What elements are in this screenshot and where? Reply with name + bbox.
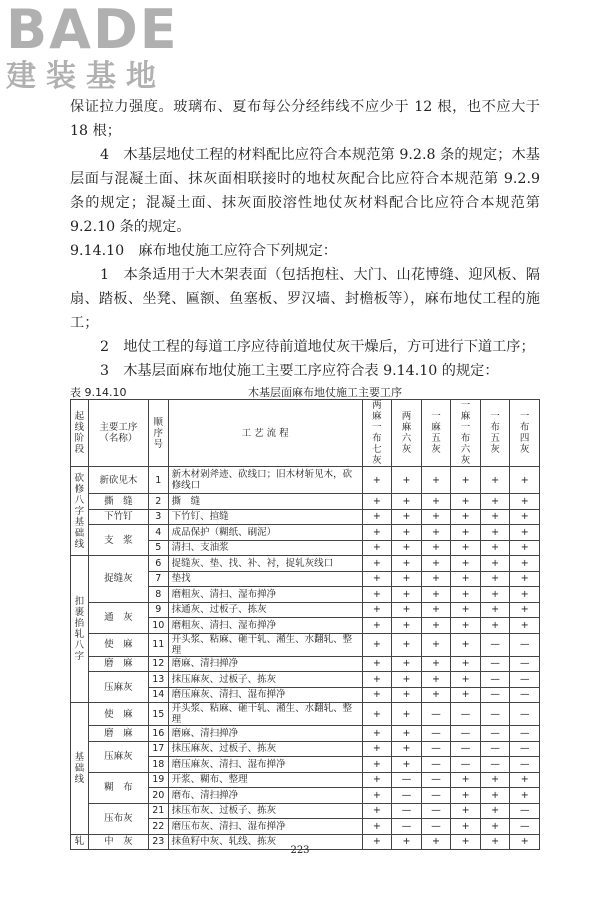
mark-cell: — <box>421 803 451 819</box>
mark-cell: — <box>480 741 510 757</box>
mark-cell: + <box>480 540 510 556</box>
mark-cell: + <box>362 672 392 688</box>
mark-cell: + <box>392 672 422 688</box>
flow-cell: 磨布、清扫掸净 <box>168 788 362 804</box>
header-col-1: 两麻一布七灰 <box>362 400 392 467</box>
mark-cell: — <box>510 672 540 688</box>
seq-cell: 6 <box>148 556 168 572</box>
mark-cell: — <box>421 772 451 788</box>
stage-cell: 扣裹掐轧八字 <box>71 556 89 703</box>
seq-cell: 7 <box>148 571 168 587</box>
table-header-row <box>71 400 540 467</box>
flow-cell: 下竹钉、揎缝 <box>168 509 362 525</box>
mark-cell: + <box>451 587 481 603</box>
mark-cell: + <box>421 602 451 618</box>
table-number: 表 9.14.10 <box>70 386 127 399</box>
mark-cell: + <box>510 618 540 634</box>
mark-cell: + <box>421 540 451 556</box>
process-cell: 压麻灰 <box>88 741 148 772</box>
flow-cell: 清扫、支油浆 <box>168 540 362 556</box>
mark-cell: + <box>421 525 451 541</box>
process-cell: 糊 布 <box>88 772 148 803</box>
mark-cell: + <box>421 618 451 634</box>
mark-cell: + <box>480 509 510 525</box>
mark-cell: + <box>451 618 481 634</box>
flow-cell: 开浆、糊布、整理 <box>168 772 362 788</box>
mark-cell: + <box>451 772 481 788</box>
table-row <box>71 467 540 494</box>
flow-cell: 垫找 <box>168 571 362 587</box>
mark-cell: + <box>451 509 481 525</box>
mark-cell: — <box>510 726 540 742</box>
seq-cell: 3 <box>148 509 168 525</box>
mark-cell: + <box>451 687 481 703</box>
mark-cell: + <box>480 467 510 494</box>
mark-cell: — <box>392 772 422 788</box>
seq-cell: 17 <box>148 741 168 757</box>
mark-cell: + <box>480 834 510 850</box>
mark-cell: — <box>510 741 540 757</box>
seq-cell: 2 <box>148 494 168 510</box>
flow-cell: 磨压麻灰、清扫、湿布掸净 <box>168 757 362 773</box>
mark-cell: + <box>480 571 510 587</box>
mark-cell: — <box>480 703 510 726</box>
paragraph: 4 木基层地仗工程的材料配比应符合本规范第 9.2.8 条的规定；木基层面与混凝土面、抹灰面相联接时的地杖灰配合比应符合本规范第 9.2.9 条的规定；混凝土面、抹灰面胶溶性地仗灰材料配合比应符合本规范第 9.2.10 条的规定。 <box>70 147 540 235</box>
flow-cell: 磨压布灰、清扫、湿布掸净 <box>168 819 362 835</box>
mark-cell: + <box>362 788 392 804</box>
mark-cell: + <box>362 556 392 572</box>
mark-cell: + <box>451 834 481 850</box>
mark-cell: + <box>480 587 510 603</box>
mark-cell: + <box>510 834 540 850</box>
mark-cell: + <box>510 587 540 603</box>
header-col-3: 一麻五灰 <box>421 400 451 467</box>
mark-cell: — <box>451 726 481 742</box>
mark-cell: + <box>451 803 481 819</box>
table-row <box>71 726 540 742</box>
logo-brand: BADE <box>6 0 179 61</box>
process-cell: 磨 麻 <box>88 726 148 742</box>
mark-cell: + <box>392 467 422 494</box>
mark-cell: — <box>510 819 540 835</box>
mark-cell: + <box>421 587 451 603</box>
flow-cell: 抹鱼籽中灰、轧线、拣灰 <box>168 834 362 850</box>
mark-cell: + <box>480 602 510 618</box>
logo-subtitle: 建装基地 <box>6 59 166 94</box>
flow-cell: 抹压麻灰、过板子、拣灰 <box>168 741 362 757</box>
mark-cell: — <box>421 703 451 726</box>
mark-cell: + <box>392 741 422 757</box>
table-row <box>71 656 540 672</box>
seq-cell: 23 <box>148 834 168 850</box>
mark-cell: + <box>362 656 392 672</box>
section-heading: 9.14.10 麻布地仗施工应符合下列规定： <box>70 243 337 259</box>
mark-cell: + <box>510 525 540 541</box>
mark-cell: — <box>480 687 510 703</box>
header-stage: 起线阶段 <box>71 400 89 467</box>
mark-cell: + <box>421 494 451 510</box>
process-cell: 新砍见木 <box>88 467 148 494</box>
process-cell: 中 灰 <box>88 834 148 850</box>
mark-cell: + <box>421 467 451 494</box>
mark-cell: + <box>362 703 392 726</box>
flow-cell: 磨粗灰、清扫、湿布掸净 <box>168 587 362 603</box>
mark-cell: + <box>421 687 451 703</box>
mark-cell: + <box>362 602 392 618</box>
header-col-4: 一麻一布六灰 <box>451 400 481 467</box>
mark-cell: + <box>392 571 422 587</box>
table-row <box>71 525 540 541</box>
mark-cell: + <box>480 819 510 835</box>
table-row <box>71 633 540 656</box>
process-cell: 使 麻 <box>88 703 148 726</box>
mark-cell: + <box>451 540 481 556</box>
header-col-2: 两麻六灰 <box>392 400 422 467</box>
stage-cell: 砍修八字基础线 <box>71 467 89 556</box>
mark-cell: — <box>510 757 540 773</box>
mark-cell: — <box>421 819 451 835</box>
mark-cell: + <box>510 467 540 494</box>
mark-cell: + <box>480 803 510 819</box>
seq-cell: 18 <box>148 757 168 773</box>
seq-cell: 9 <box>148 602 168 618</box>
process-cell: 磨 麻 <box>88 656 148 672</box>
mark-cell: + <box>362 741 392 757</box>
mark-cell: + <box>451 556 481 572</box>
mark-cell: + <box>510 556 540 572</box>
mark-cell: + <box>362 757 392 773</box>
process-cell: 撕 缝 <box>88 494 148 510</box>
flow-cell: 磨麻、清扫掸净 <box>168 726 362 742</box>
bade-logo <box>6 2 179 94</box>
mark-cell: + <box>510 571 540 587</box>
mark-cell: + <box>451 571 481 587</box>
mark-cell: + <box>451 672 481 688</box>
seq-cell: 4 <box>148 525 168 541</box>
flow-cell: 磨压麻灰、清扫、湿布掸净 <box>168 687 362 703</box>
mark-cell: + <box>451 788 481 804</box>
stage-cell: 基础线 <box>71 703 89 835</box>
flow-cell: 磨粗灰、清扫、湿布掸净 <box>168 618 362 634</box>
mark-cell: — <box>480 757 510 773</box>
mark-cell: — <box>392 788 422 804</box>
table-row <box>71 741 540 757</box>
mark-cell: — <box>421 788 451 804</box>
paragraph: 保证拉力强度。玻璃布、夏布每公分经纬线不应少于 12 根，也不应大于 18 根； <box>70 99 540 139</box>
mark-cell: + <box>451 819 481 835</box>
mark-cell: + <box>362 509 392 525</box>
paragraph: 2 地仗工程的每道工序应待前道地仗灰干燥后，方可进行下道工序； <box>100 339 535 355</box>
header-flow: 工 艺 流 程 <box>168 400 362 467</box>
seq-cell: 5 <box>148 540 168 556</box>
mark-cell: + <box>362 467 392 494</box>
mark-cell: + <box>392 602 422 618</box>
mark-cell: + <box>392 726 422 742</box>
mark-cell: + <box>421 556 451 572</box>
mark-cell: — <box>510 703 540 726</box>
seq-cell: 10 <box>148 618 168 634</box>
process-cell: 下竹钉 <box>88 509 148 525</box>
table-row <box>71 494 540 510</box>
mark-cell: + <box>480 772 510 788</box>
mark-cell: — <box>510 633 540 656</box>
mark-cell: + <box>362 525 392 541</box>
mark-cell: — <box>480 672 510 688</box>
table-row <box>71 509 540 525</box>
mark-cell: — <box>510 656 540 672</box>
mark-cell: + <box>392 494 422 510</box>
seq-cell: 13 <box>148 672 168 688</box>
mark-cell: + <box>510 602 540 618</box>
mark-cell: — <box>510 687 540 703</box>
mark-cell: + <box>510 788 540 804</box>
flow-cell: 磨麻、清扫掸净 <box>168 656 362 672</box>
mark-cell: — <box>421 757 451 773</box>
table-row <box>71 556 540 572</box>
mark-cell: + <box>480 618 510 634</box>
table-title: 木基层面麻布地仗施工主要工序 <box>248 386 402 399</box>
mark-cell: + <box>510 772 540 788</box>
mark-cell: + <box>362 834 392 850</box>
mark-cell: + <box>392 587 422 603</box>
table-row <box>71 772 540 788</box>
flow-cell: 撕 缝 <box>168 494 362 510</box>
seq-cell: 11 <box>148 633 168 656</box>
mark-cell: + <box>451 525 481 541</box>
mark-cell: + <box>451 494 481 510</box>
mark-cell: + <box>392 703 422 726</box>
mark-cell: — <box>392 819 422 835</box>
mark-cell: + <box>362 633 392 656</box>
mark-cell: + <box>362 571 392 587</box>
seq-cell: 14 <box>148 687 168 703</box>
mark-cell: + <box>451 656 481 672</box>
body-text <box>70 95 540 383</box>
mark-cell: + <box>392 656 422 672</box>
mark-cell: — <box>421 726 451 742</box>
process-cell: 捉缝灰 <box>88 556 148 603</box>
flow-cell: 抹压布灰、过板子、拣灰 <box>168 803 362 819</box>
mark-cell: + <box>362 772 392 788</box>
table-row <box>71 602 540 618</box>
mark-cell: + <box>392 633 422 656</box>
seq-cell: 1 <box>148 467 168 494</box>
process-cell: 支 浆 <box>88 525 148 556</box>
mark-cell: + <box>362 726 392 742</box>
seq-cell: 22 <box>148 819 168 835</box>
mark-cell: + <box>480 556 510 572</box>
mark-cell: — <box>451 757 481 773</box>
mark-cell: — <box>392 803 422 819</box>
table-row <box>71 672 540 688</box>
mark-cell: — <box>480 656 510 672</box>
flow-cell: 抹通灰、过板子、拣灰 <box>168 602 362 618</box>
page-number: 223 <box>290 845 310 856</box>
table-row <box>71 803 540 819</box>
mark-cell: + <box>451 633 481 656</box>
seq-cell: 20 <box>148 788 168 804</box>
mark-cell: + <box>392 525 422 541</box>
mark-cell: + <box>392 834 422 850</box>
seq-cell: 21 <box>148 803 168 819</box>
mark-cell: + <box>451 602 481 618</box>
paragraph: 1 本条适用于大木架表面（包括抱柱、大门、山花博缝、迎风板、隔扇、踏板、坐凳、匾额、鱼塞板、罗汉墙、封檐板等），麻布地仗工程的施工； <box>70 267 540 331</box>
mark-cell: + <box>362 803 392 819</box>
mark-cell: — <box>451 741 481 757</box>
mark-cell: + <box>362 618 392 634</box>
mark-cell: + <box>421 656 451 672</box>
paragraph: 3 木基层面麻布地仗施工主要工序应符合表 9.14.10 的规定： <box>100 363 499 379</box>
mark-cell: + <box>480 525 510 541</box>
stage-cell: 轧 <box>71 834 89 850</box>
mark-cell: + <box>392 618 422 634</box>
seq-cell: 12 <box>148 656 168 672</box>
seq-cell: 15 <box>148 703 168 726</box>
table-row <box>71 703 540 726</box>
mark-cell: + <box>510 494 540 510</box>
flow-cell: 新木材剁斧迹、砍线口；旧木材斩见木，砍修线口 <box>168 467 362 494</box>
flow-cell: 开头浆、粘麻、砸干轧、潲生、水翻轧、整理 <box>168 703 362 726</box>
mark-cell: + <box>421 672 451 688</box>
mark-cell: + <box>421 633 451 656</box>
mark-cell: + <box>421 509 451 525</box>
seq-cell: 8 <box>148 587 168 603</box>
mark-cell: — <box>510 803 540 819</box>
header-process: 主要工序（名称） <box>88 400 148 467</box>
process-cell: 通 灰 <box>88 602 148 633</box>
mark-cell: + <box>362 494 392 510</box>
seq-cell: 16 <box>148 726 168 742</box>
process-table <box>70 399 540 850</box>
mark-cell: + <box>362 587 392 603</box>
flow-cell: 开头浆、粘麻、砸干轧、潲生、水翻轧、整理 <box>168 633 362 656</box>
table-caption <box>70 384 540 400</box>
mark-cell: + <box>480 494 510 510</box>
mark-cell: + <box>392 509 422 525</box>
process-cell: 压麻灰 <box>88 672 148 703</box>
seq-cell: 19 <box>148 772 168 788</box>
mark-cell: — <box>480 726 510 742</box>
mark-cell: + <box>392 540 422 556</box>
mark-cell: — <box>421 741 451 757</box>
mark-cell: — <box>480 633 510 656</box>
process-cell: 压布灰 <box>88 803 148 834</box>
process-cell: 使 麻 <box>88 633 148 656</box>
mark-cell: + <box>421 834 451 850</box>
header-seq: 顺序号 <box>148 400 168 467</box>
header-col-6: 一布四灰 <box>510 400 540 467</box>
mark-cell: + <box>392 687 422 703</box>
mark-cell: + <box>510 509 540 525</box>
mark-cell: + <box>362 819 392 835</box>
flow-cell: 抹压麻灰、过板子、拣灰 <box>168 672 362 688</box>
header-col-5: 一布五灰 <box>480 400 510 467</box>
flow-cell: 成品保护（糊纸、刷泥） <box>168 525 362 541</box>
mark-cell: + <box>362 540 392 556</box>
mark-cell: — <box>451 703 481 726</box>
flow-cell: 捉缝灰、垫、找、补、衬，捉轧灰线口 <box>168 556 362 572</box>
mark-cell: + <box>480 788 510 804</box>
mark-cell: + <box>421 571 451 587</box>
mark-cell: + <box>392 757 422 773</box>
mark-cell: + <box>362 687 392 703</box>
mark-cell: + <box>392 556 422 572</box>
mark-cell: + <box>510 540 540 556</box>
mark-cell: + <box>451 467 481 494</box>
